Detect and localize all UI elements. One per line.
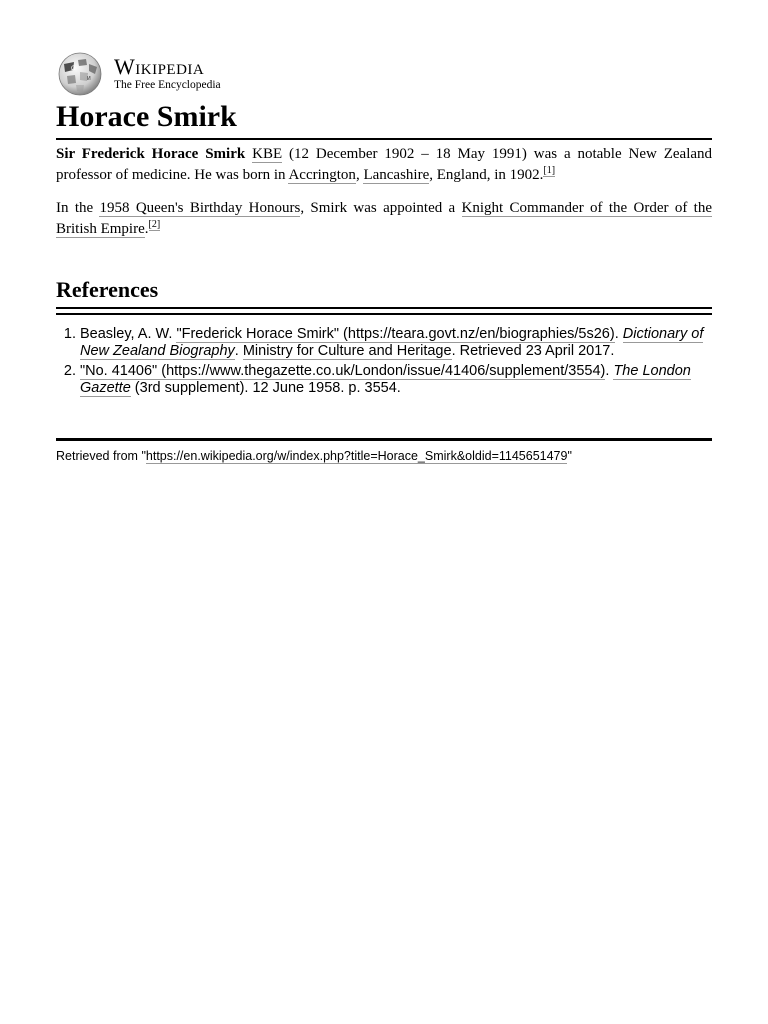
footer-divider xyxy=(56,438,712,441)
page-title: Horace Smirk xyxy=(56,98,712,140)
lead-paragraph xyxy=(56,144,712,186)
citation-2 xyxy=(149,219,161,231)
svg-text:Ω: Ω xyxy=(71,65,76,72)
retrieved-from xyxy=(56,449,712,463)
reference-item-1 xyxy=(80,326,712,359)
footer-suffix: " xyxy=(567,449,572,463)
subject-name: Sir Frederick Horace Smirk xyxy=(56,146,246,162)
wordmark xyxy=(114,56,221,92)
citation-1 xyxy=(543,165,555,177)
para2-text-1: In the xyxy=(56,200,100,216)
references-heading: References xyxy=(56,276,712,309)
accrington-link[interactable]: Accrington xyxy=(288,167,356,183)
references-list xyxy=(56,326,712,396)
references-divider xyxy=(56,313,712,315)
wikipedia-globe-icon xyxy=(56,52,106,96)
wikipedia-brand[interactable] xyxy=(56,52,712,96)
ref1-author: Beasley, A. W. xyxy=(80,326,177,342)
kbe-order-link[interactable]: Knight Commander of the Order of the British Empire xyxy=(56,200,712,237)
ref1-work-link[interactable]: Dictionary of New Zealand Biography xyxy=(80,326,704,359)
para2-text-3: . xyxy=(144,221,149,237)
ref1-rest: . Retrieved 23 April 2017. xyxy=(451,342,615,359)
lead-comma: , xyxy=(355,167,364,183)
reference-item-2 xyxy=(80,363,712,396)
honours-paragraph xyxy=(56,198,712,240)
svg-text:И: И xyxy=(87,76,91,82)
kbe-link[interactable]: KBE xyxy=(252,146,283,162)
citation-1-link[interactable]: [1] xyxy=(543,165,556,176)
ref1-sep1: . xyxy=(614,326,623,342)
citation-2-link[interactable]: [2] xyxy=(148,219,161,230)
ref2-title-link[interactable]: "No. 41406" (https://www.thegazette.co.uk/London/issue/41406/supplement/3554) xyxy=(80,363,606,379)
ref1-publisher-link[interactable]: Ministry for Culture and Heritage xyxy=(242,342,452,359)
lead-text-2: , England, in 1902. xyxy=(429,167,544,183)
article-page xyxy=(56,52,712,463)
permalink-link[interactable]: https://en.wikipedia.org/w/index.php?title=Horace_Smirk&oldid=1145651479 xyxy=(145,449,568,463)
lancashire-link[interactable]: Lancashire xyxy=(363,167,430,183)
honours-link[interactable]: 1958 Queen's Birthday Honours xyxy=(99,200,301,216)
footer-prefix: Retrieved from " xyxy=(56,449,146,463)
brand-name: Wikipedia xyxy=(114,54,205,80)
ref1-title-link[interactable]: "Frederick Horace Smirk" (https://teara.govt.nz/en/biographies/5s26) xyxy=(176,326,615,342)
ref1-sep2: . xyxy=(234,342,243,359)
ref2-sep1: . xyxy=(605,363,614,379)
para2-text-2: , Smirk was appointed a xyxy=(300,200,462,216)
ref2-rest: (3rd supplement). 12 June 1958. p. 3554. xyxy=(130,379,401,396)
lead-text-1: (12 December 1902 – 18 May 1991) was a notable New Zealand professor of medicine. He was born in xyxy=(56,146,713,183)
ref2-work-link[interactable]: The London Gazette xyxy=(80,363,691,396)
brand-tagline: The Free Encyclopedia xyxy=(114,79,221,92)
